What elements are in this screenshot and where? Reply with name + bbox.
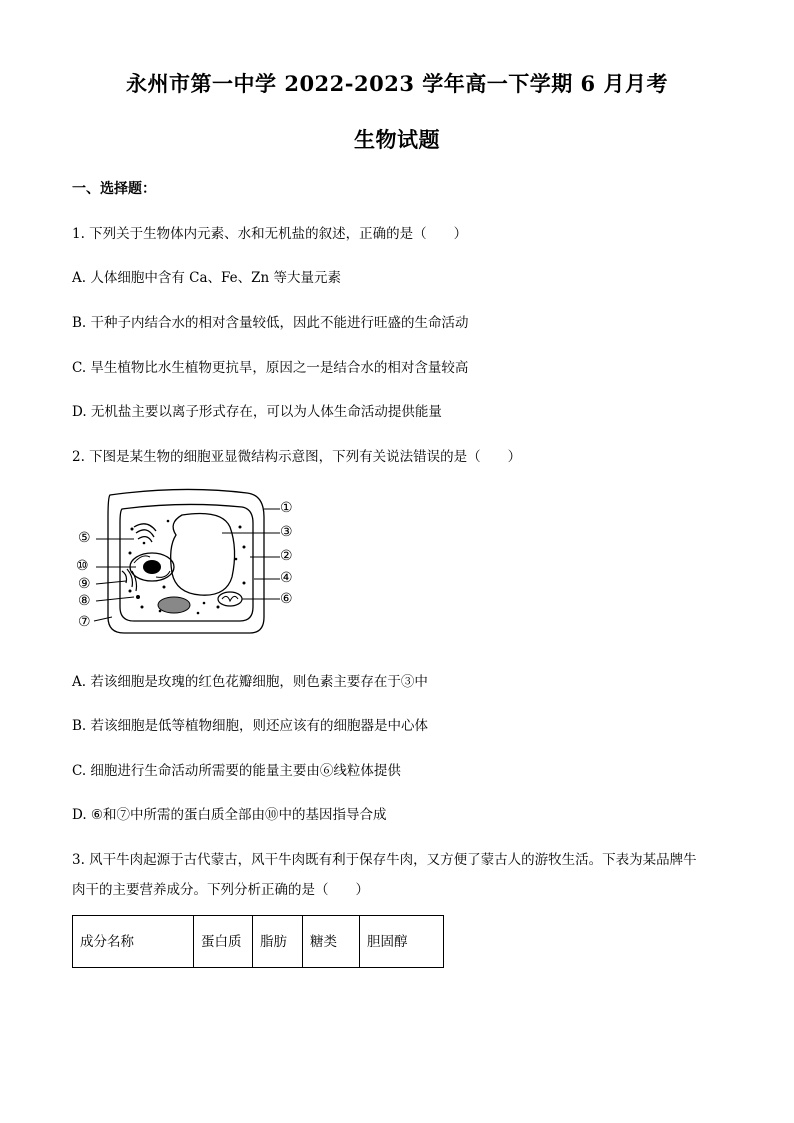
table-cell: 脂肪 xyxy=(253,916,303,968)
q1-option-c: C. 旱生植物比水生植物更抗旱，原因之一是结合水的相对含量较高 xyxy=(72,360,469,376)
q2-option-a: A. 若该细胞是玫瑰的红色花瓣细胞，则色素主要存在于③中 xyxy=(72,674,428,690)
document-subtitle: 生物试题 xyxy=(354,127,440,152)
table-cell: 胆固醇 xyxy=(360,916,444,968)
figure-label-5: ⑤ xyxy=(78,530,91,546)
figure-label-6: ⑥ xyxy=(280,591,293,607)
cell-diagram xyxy=(72,487,302,637)
figure-label-9: ⑨ xyxy=(78,576,91,592)
mitochondrion xyxy=(218,592,242,606)
q2-option-b: B. 若该细胞是低等植物细胞，则还应该有的细胞器是中心体 xyxy=(72,718,429,734)
q2-option-c: C. 细胞进行生命活动所需要的能量主要由⑥线粒体提供 xyxy=(72,763,401,779)
figure-label-2: ② xyxy=(280,548,293,564)
figure-label-8: ⑧ xyxy=(78,593,91,609)
q2-stem: 2. 下图是某生物的细胞亚显微结构示意图，下列有关说法错误的是（ ） xyxy=(72,449,522,465)
document-title: 永州市第一中学 2022-2023 学年高一下学期 6 月月考 xyxy=(126,71,668,96)
endoplasmic-reticulum xyxy=(122,569,137,591)
q3-stem-line2: 肉干的主要营养成分。下列分析正确的是（ ） xyxy=(72,882,369,898)
figure-label-1: ① xyxy=(280,500,293,516)
q1-option-b: B. 干种子内结合水的相对含量较低，因此不能进行旺盛的生命活动 xyxy=(72,315,469,331)
figure-label-10: ⑩ xyxy=(76,558,89,574)
q3-stem-line1: 3. 风干牛肉起源于古代蒙古，风干牛肉既有利于保存牛肉，又方便了蒙古人的游牧生活。下表为某品牌牛 xyxy=(72,852,697,868)
ribosome xyxy=(136,595,140,599)
nucleolus xyxy=(143,560,161,574)
figure-label-7: ⑦ xyxy=(78,614,91,630)
q1-option-a: A. 人体细胞中含有 Ca、Fe、Zn 等大量元素 xyxy=(72,270,341,286)
nutrition-table xyxy=(72,915,444,968)
section-heading: 一、选择题： xyxy=(72,181,156,197)
figure-label-4: ④ xyxy=(280,570,293,586)
q1-stem: 1. 下列关于生物体内元素、水和无机盐的叙述，正确的是（ ） xyxy=(72,226,468,242)
q1-option-d: D. 无机盐主要以离子形式存在，可以为人体生命活动提供能量 xyxy=(72,404,442,420)
figure-label-3: ③ xyxy=(280,524,293,540)
table-cell: 糖类 xyxy=(303,916,360,968)
q2-option-d: D. ⑥和⑦中所需的蛋白质全部由⑩中的基因指导合成 xyxy=(72,807,387,823)
vacuole xyxy=(171,514,235,596)
table-cell: 蛋白质 xyxy=(194,916,253,968)
table-cell: 成分名称 xyxy=(73,916,194,968)
chloroplast xyxy=(158,597,190,613)
table-row xyxy=(73,916,444,968)
